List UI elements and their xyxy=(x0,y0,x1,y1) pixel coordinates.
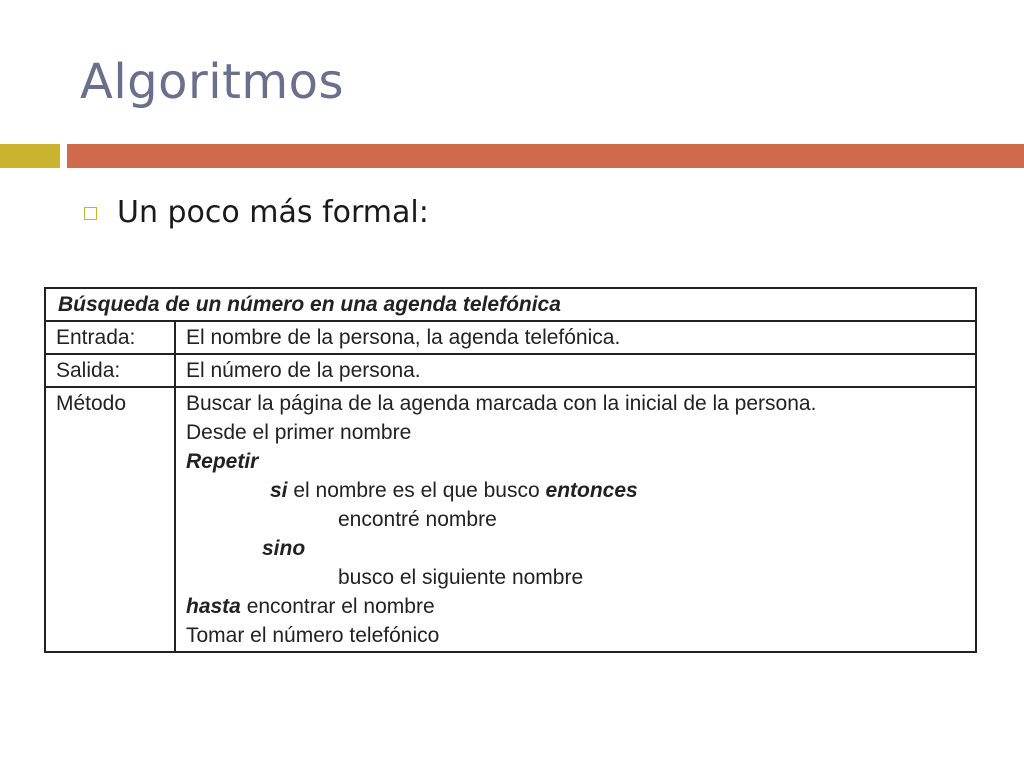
method-line xyxy=(186,534,965,563)
method-line xyxy=(186,476,965,505)
table-header: Búsqueda de un número en una agenda telefónica xyxy=(45,288,976,321)
method-text: el nombre es el que busco xyxy=(287,479,546,502)
slide-title: Algoritmos xyxy=(80,54,345,110)
table-row xyxy=(45,354,976,387)
keyword: si xyxy=(270,479,288,502)
algorithm-table xyxy=(44,287,977,653)
method-line xyxy=(186,592,965,621)
row-label: Salida: xyxy=(45,354,175,387)
table-header-row xyxy=(45,288,976,321)
accent-bar-right xyxy=(67,144,1024,168)
table-row xyxy=(45,321,976,354)
method-line: Tomar el número telefónico xyxy=(186,624,440,647)
method-text: encontrar el nombre xyxy=(240,595,435,618)
keyword: entonces xyxy=(545,479,638,502)
bullet-text: Un poco más formal: xyxy=(117,195,429,230)
row-value: El número de la persona. xyxy=(175,354,976,387)
keyword: Repetir xyxy=(186,450,259,473)
bullet-item xyxy=(84,193,429,233)
row-value: El nombre de la persona, la agenda telefónica. xyxy=(175,321,976,354)
method-line xyxy=(186,447,965,476)
method-line: Buscar la página de la agenda marcada con la inicial de la persona. xyxy=(186,392,817,415)
square-bullet-icon xyxy=(84,207,97,220)
keyword: sino xyxy=(262,537,306,560)
keyword: hasta xyxy=(186,595,241,618)
row-label: Método xyxy=(45,387,175,652)
method-line: Desde el primer nombre xyxy=(186,421,412,444)
row-label: Entrada: xyxy=(45,321,175,354)
method-steps xyxy=(175,387,976,652)
accent-bar-left xyxy=(0,144,60,168)
method-line: encontré nombre xyxy=(338,508,497,531)
method-line: busco el siguiente nombre xyxy=(338,566,584,589)
table-row-method xyxy=(45,387,976,652)
